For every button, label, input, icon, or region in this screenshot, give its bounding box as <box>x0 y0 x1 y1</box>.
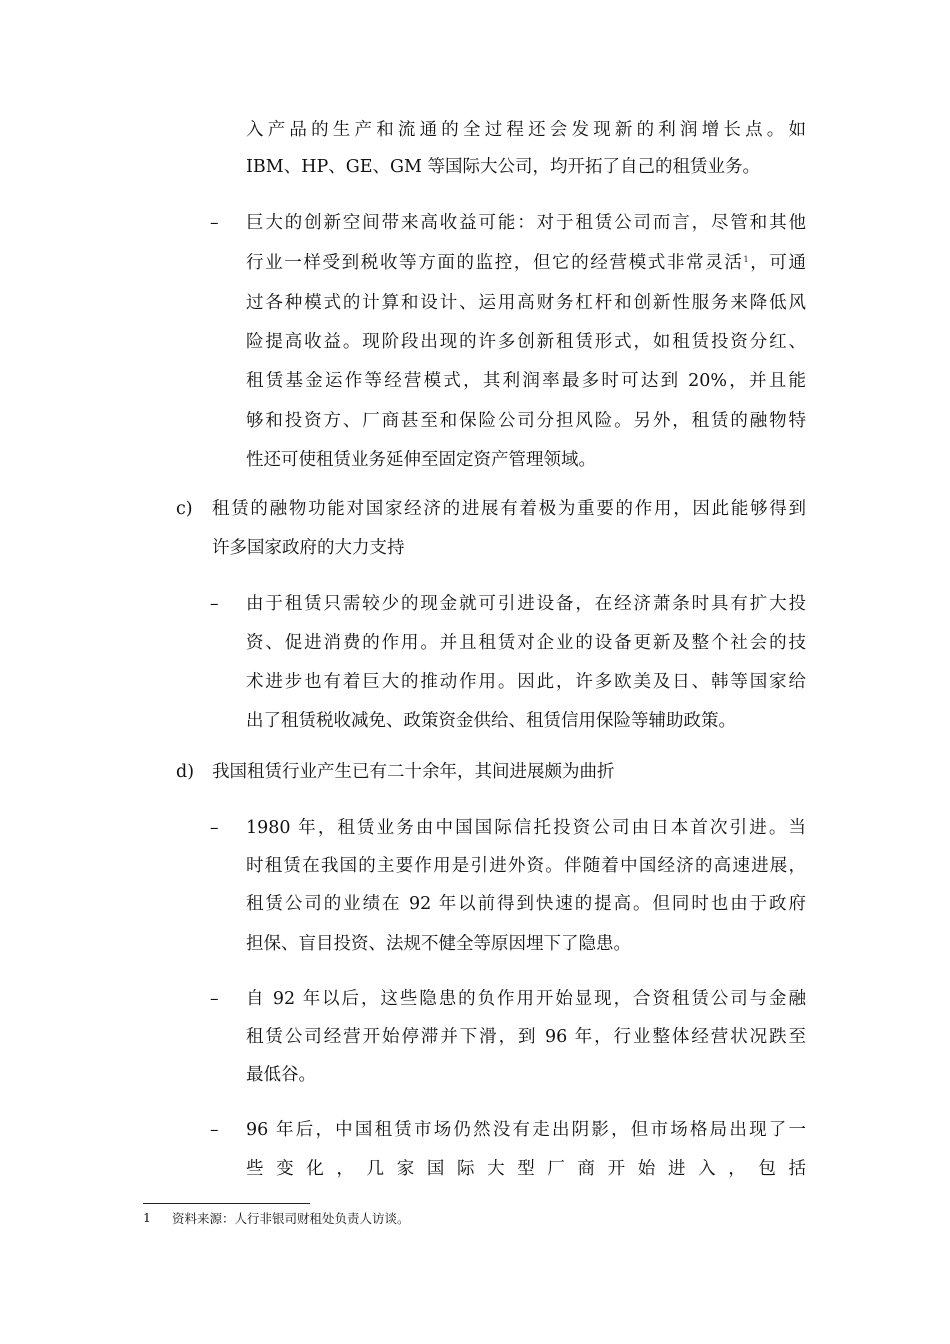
list-marker: d) <box>176 762 195 782</box>
bullet-line: 险提高收益。现阶段出现的许多创新租赁形式，如租赁投资分红、 <box>246 332 806 352</box>
bullet-line: 术进步也有着巨大的推动作用。因此，许多欧美及日、韩等国家给 <box>246 672 806 692</box>
bullet-line: 96 年后，中国租赁市场仍然没有走出阴影，但市场格局出现了一 <box>246 1120 806 1140</box>
bullet-line: 由于租赁只需较少的现金就可引进设备，在经济萧条时具有扩大投 <box>246 594 806 614</box>
bullet-line: 1980 年，租赁业务由中国国际信托投资公司由日本首次引进。当 <box>246 818 806 838</box>
paragraph-line: IBM、HP、GE、GM 等国际大公司，均开拓了自己的租赁业务。 <box>246 157 760 177</box>
bullet-line: 自 92 年以后，这些隐患的负作用开始显现，合资租赁公司与金融 <box>246 989 806 1009</box>
footnote-number: 1 <box>143 1210 151 1225</box>
bullet-line: 资、促进消费的作用。并且租赁对企业的设备更新及整个社会的技 <box>246 633 806 653</box>
bullet-line: 出了租赁税收减免、政策资金供给、租赁信用保险等辅助政策。 <box>246 711 736 731</box>
bullet-line: 最低谷。 <box>246 1065 316 1085</box>
dash-bullet: – <box>210 818 219 838</box>
paragraph-line: 入产品的生产和流通的全过程还会发现新的利润增长点。如 <box>246 120 806 140</box>
dash-bullet: – <box>210 213 219 233</box>
list-marker: c) <box>176 499 193 519</box>
bullet-line: 够和投资方、厂商甚至和保险公司分担风险。另外，租赁的融物特 <box>246 411 806 431</box>
list-item-line: 我国租赁行业产生已有二十余年，其间进展颇为曲折 <box>212 762 615 782</box>
bullet-line: 担保、盲目投资、法规不健全等原因埋下了隐患。 <box>246 934 631 954</box>
dash-bullet: – <box>210 1120 219 1140</box>
bullet-line: 租赁公司经营开始停滞并下滑，到 96 年，行业整体经营状况跌至 <box>246 1027 806 1047</box>
footnote-text: 资料来源：人行非银司财租处负责人访谈。 <box>172 1211 410 1226</box>
dash-bullet: – <box>210 594 219 614</box>
bullet-line: 些变化，几家国际大型厂商开始进入，包括 <box>246 1159 806 1179</box>
bullet-line: 时租赁在我国的主要作用是引进外资。伴随着中国经济的高速进展， <box>246 856 806 876</box>
list-item-line: 许多国家政府的大力支持 <box>212 538 405 558</box>
list-item-line: 租赁的融物功能对国家经济的进展有着极为重要的作用，因此能够得到 <box>212 499 806 519</box>
bullet-line: 行业一样受到税收等方面的监控，但它的经营模式非常灵活$^1$，可通 <box>246 253 806 273</box>
bullet-line: 过各种模式的计算和设计、运用高财务杠杆和创新性服务来降低风 <box>246 293 806 313</box>
bullet-line: 租赁基金运作等经营模式，其利润率最多时可达到 20%，并且能 <box>246 371 806 391</box>
footnote-separator <box>143 1203 310 1204</box>
footnote-reference: 1 <box>743 255 749 264</box>
bullet-line: 巨大的创新空间带来高收益可能：对于租赁公司而言，尽管和其他 <box>246 213 806 233</box>
bullet-line: 性还可使租赁业务延伸至固定资产管理领域。 <box>246 450 596 470</box>
bullet-line: 租赁公司的业绩在 92 年以前得到快速的提高。但同时也由于政府 <box>246 894 806 914</box>
dash-bullet: – <box>210 989 219 1009</box>
